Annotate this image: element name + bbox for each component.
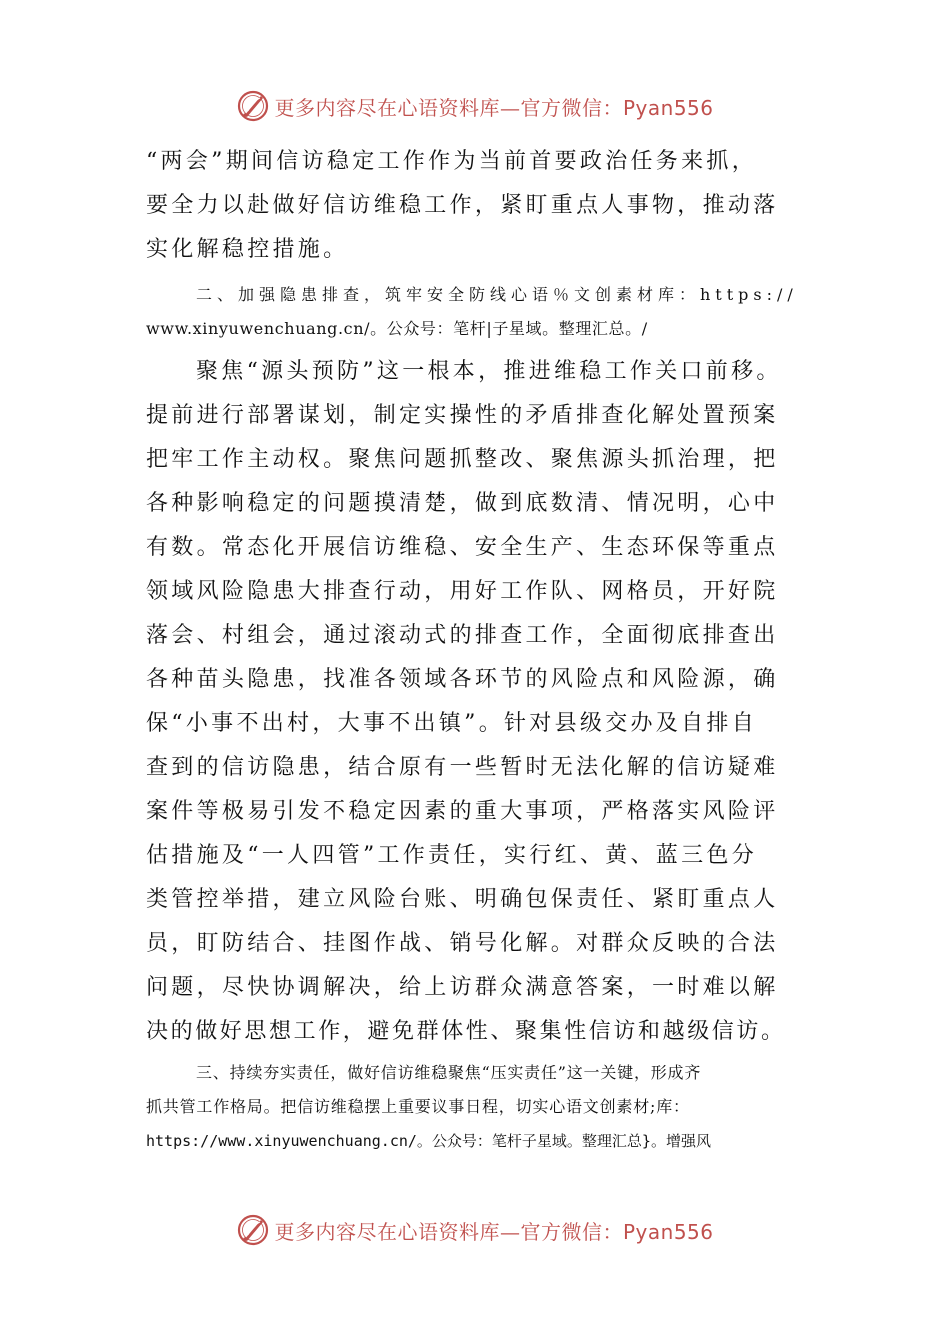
paragraph-line: 类管控举措，建立风险台账、明确包保责任、紧盯重点人 bbox=[146, 887, 779, 912]
paragraph-line: 员，盯防结合、挂图作战、销号化解。对群众反映的合法 bbox=[146, 931, 779, 956]
heading-line: 抓共管工作格局。把信访维稳摆上重要议事日程，切实心语文创素材;库： bbox=[146, 1097, 690, 1116]
heading-line: https://www.xinyuwenchuang.cn/。公众号：笔杆子星域。整理汇总}。增强风 bbox=[146, 1132, 711, 1150]
heading-line: 二、加强隐患排查，筑牢安全防线心语％文创素材库：https:// bbox=[196, 285, 798, 304]
heading-line: www.xinyuwenchuang.cn/。公众号：笔杆|子星域。整理汇总。/ bbox=[146, 319, 648, 338]
paragraph-line: 领域风险隐患大排查行动，用好工作队、网格员，开好院 bbox=[146, 579, 779, 604]
header-banner-cn: 更多内容尽在心语资料库—官方微信： bbox=[274, 95, 623, 120]
paragraph-line: 各种苗头隐患，找准各领域各环节的风险点和风险源，确 bbox=[146, 667, 779, 692]
section-heading-3 bbox=[146, 1056, 816, 1158]
paragraph-line: 聚焦“源头预防”这一根本，推进维稳工作关口前移。 bbox=[196, 359, 782, 384]
paragraph-line: 问题，尽快协调解决，给上访群众满意答案，一时难以解 bbox=[146, 975, 779, 1000]
footer-banner-wechat-id: Pyan556 bbox=[622, 1219, 714, 1244]
paragraph-line: 案件等极易引发不稳定因素的重大事项，严格落实风险评 bbox=[146, 799, 779, 824]
paragraph-line: 查到的信访隐患，结合原有一些暂时无法化解的信访疑难 bbox=[146, 755, 779, 780]
paragraph-line: 落会、村组会，通过滚动式的排查工作，全面彻底排查出 bbox=[146, 623, 779, 648]
header-banner-text bbox=[274, 92, 713, 121]
footer-banner bbox=[0, 1208, 950, 1252]
header-banner bbox=[0, 84, 950, 128]
header-banner-wechat-id: Pyan556 bbox=[622, 95, 714, 120]
paragraph-line: 决的做好思想工作，避免群体性、聚集性信访和越级信访。 bbox=[146, 1019, 786, 1044]
paragraph-line: 有数。常态化开展信访维稳、安全生产、生态环保等重点 bbox=[146, 535, 779, 560]
paragraph-2 bbox=[146, 350, 816, 1054]
paragraph-line: 保“小事不出村，大事不出镇”。针对县级交办及自排自 bbox=[146, 711, 757, 736]
paragraph-line: 各种影响稳定的问题摸清楚，做到底数清、情况明，心中 bbox=[146, 491, 779, 516]
paragraph-line: 提前进行部署谋划，制定实操性的矛盾排查化解处置预案 bbox=[146, 403, 779, 428]
paragraph-1 bbox=[146, 140, 816, 272]
paragraph-line: 估措施及“一人四管”工作责任，实行红、黄、蓝三色分 bbox=[146, 843, 757, 868]
quill-pen-seal-icon bbox=[236, 1213, 270, 1247]
paragraph-line: “两会”期间信访稳定工作作为当前首要政治任务来抓， bbox=[146, 149, 757, 174]
footer-banner-cn: 更多内容尽在心语资料库—官方微信： bbox=[274, 1219, 623, 1244]
section-heading-2 bbox=[146, 278, 816, 346]
heading-line: 三、持续夯实责任，做好信访维稳聚焦“压实责任”这一关键，形成齐 bbox=[196, 1063, 702, 1082]
quill-pen-seal-icon bbox=[236, 89, 270, 123]
footer-banner-text bbox=[274, 1216, 713, 1245]
paragraph-line: 把牢工作主动权。聚焦问题抓整改、聚焦源头抓治理，把 bbox=[146, 447, 779, 472]
paragraph-line: 要全力以赴做好信访维稳工作，紧盯重点人事物，推动落 bbox=[146, 193, 779, 218]
paragraph-line: 实化解稳控措施。 bbox=[146, 237, 349, 262]
document-body bbox=[146, 140, 816, 1158]
